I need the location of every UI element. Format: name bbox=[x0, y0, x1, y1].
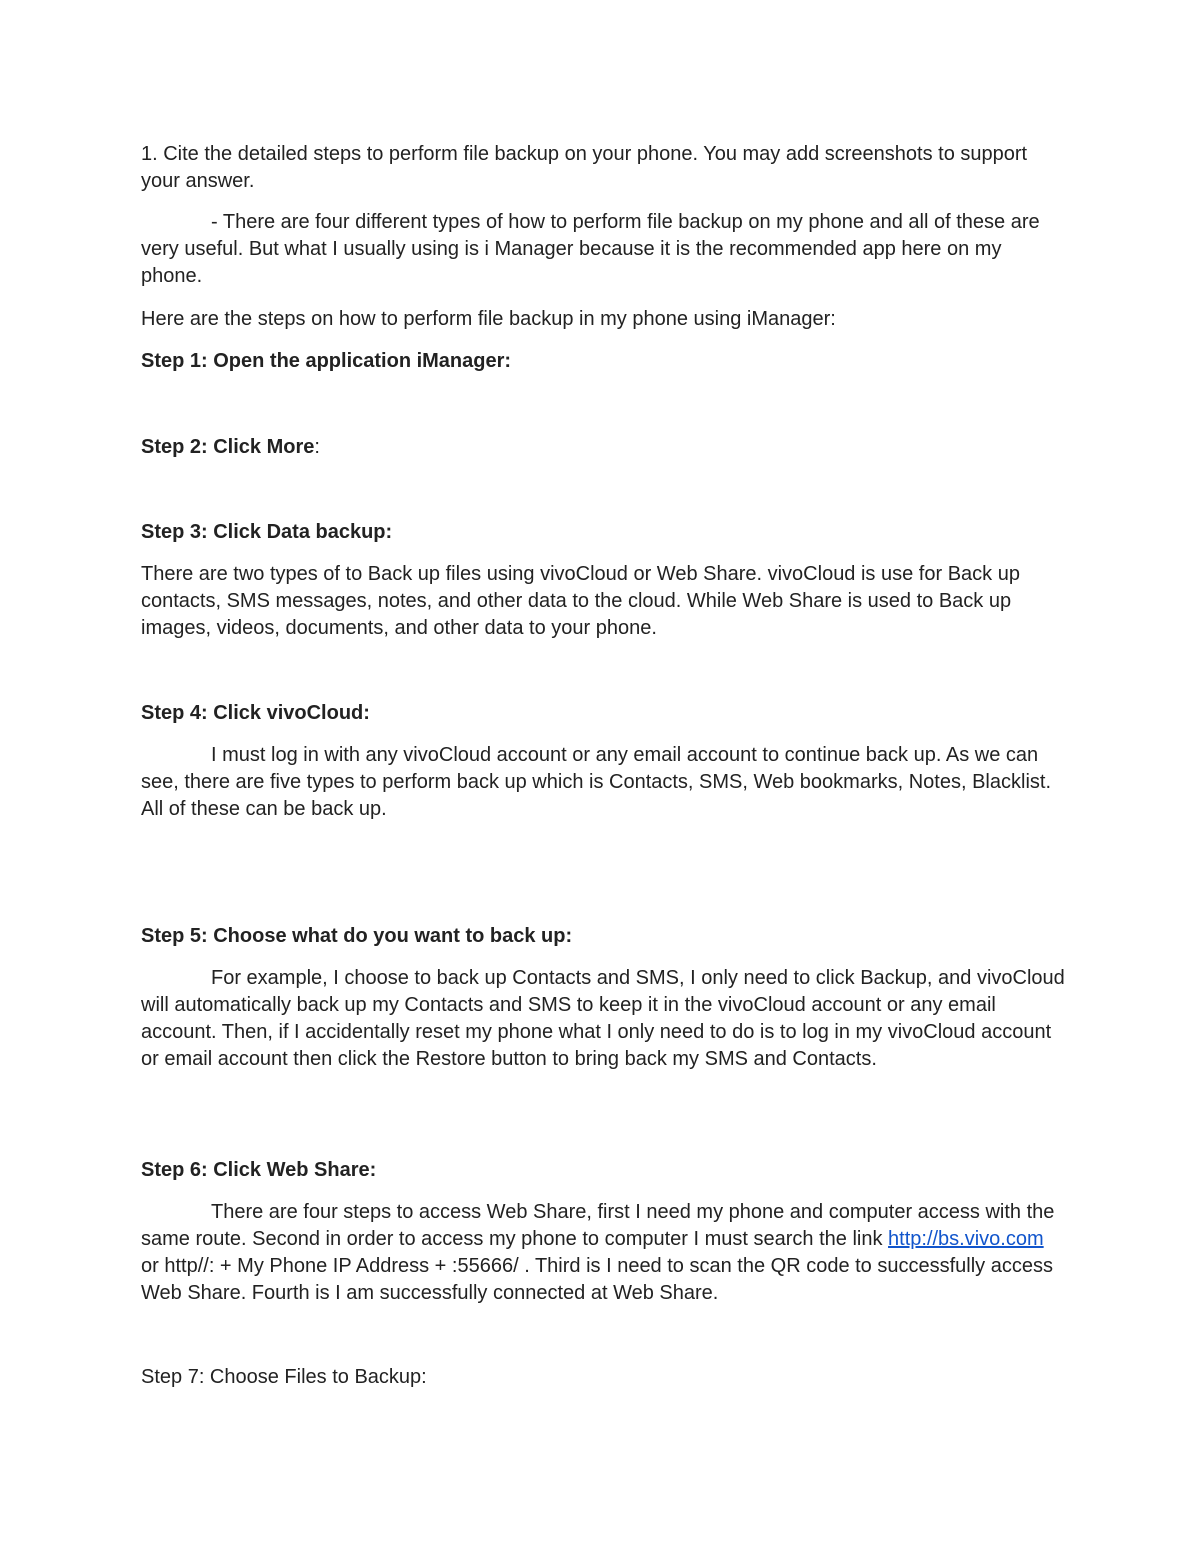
step6-body-part2: or http//: + My Phone IP Address + :55666/ . Third is I need to scan the QR code to successfully access Web Share. Fourth is I am successfully connected at Web Share. bbox=[141, 1255, 1053, 1304]
steps-intro: Here are the steps on how to perform file backup in my phone using iManager: bbox=[141, 308, 836, 330]
step3-heading: Step 3: Click Data backup: bbox=[141, 521, 393, 543]
step3-body: There are two types of to Back up files using vivoCloud or Web Share. vivoCloud is use for Back up contacts, SMS messages, notes, and other data to the cloud. While Web Share is used to Back up images, videos, documents, and other data to your phone. bbox=[141, 563, 1020, 639]
step2-heading: Step 2: Click More bbox=[141, 436, 315, 458]
intro-paragraph: - There are four different types of how to perform file backup on my phone and all of these are very useful. But what I usually using is i Manager because it is the recommended app here on my phone. bbox=[141, 211, 1040, 287]
question-text: 1. Cite the detailed steps to perform file backup on your phone. You may add screenshots to support your answer. bbox=[141, 143, 1028, 192]
step6-body-part1: There are four steps to access Web Share, first I need my phone and computer access with the same route. Second in order to access my phone to computer I must search the link bbox=[141, 1201, 1055, 1250]
step4-heading: Step 4: Click vivoCloud: bbox=[141, 702, 370, 724]
step5-body: For example, I choose to back up Contacts and SMS, I only need to click Backup, and vivoCloud will automatically back up my Contacts and SMS to keep it in the vivoCloud account or any email account. Then, if I accidentally reset my phone what I only need to do is to log in my vivoCloud account or email account then click the Restore button to bring back my SMS and Contacts. bbox=[141, 967, 1065, 1070]
step4-body: I must log in with any vivoCloud account or any email account to continue back up. As we can see, there are five types to perform back up which is Contacts, SMS, Web bookmarks, Notes, Blacklist. All of these can be back up. bbox=[141, 744, 1051, 820]
step6-body bbox=[141, 1199, 1066, 1307]
vivo-link[interactable]: http://bs.vivo.com bbox=[888, 1228, 1044, 1250]
step7-heading: Step 7: Choose Files to Backup: bbox=[141, 1366, 427, 1388]
step6-heading: Step 6: Click Web Share: bbox=[141, 1159, 377, 1181]
step5-heading: Step 5: Choose what do you want to back up: bbox=[141, 925, 573, 947]
step1-heading: Step 1: Open the application iManager: bbox=[141, 350, 512, 372]
step2-suffix: : bbox=[314, 436, 320, 458]
step2-heading-line bbox=[141, 434, 1066, 461]
